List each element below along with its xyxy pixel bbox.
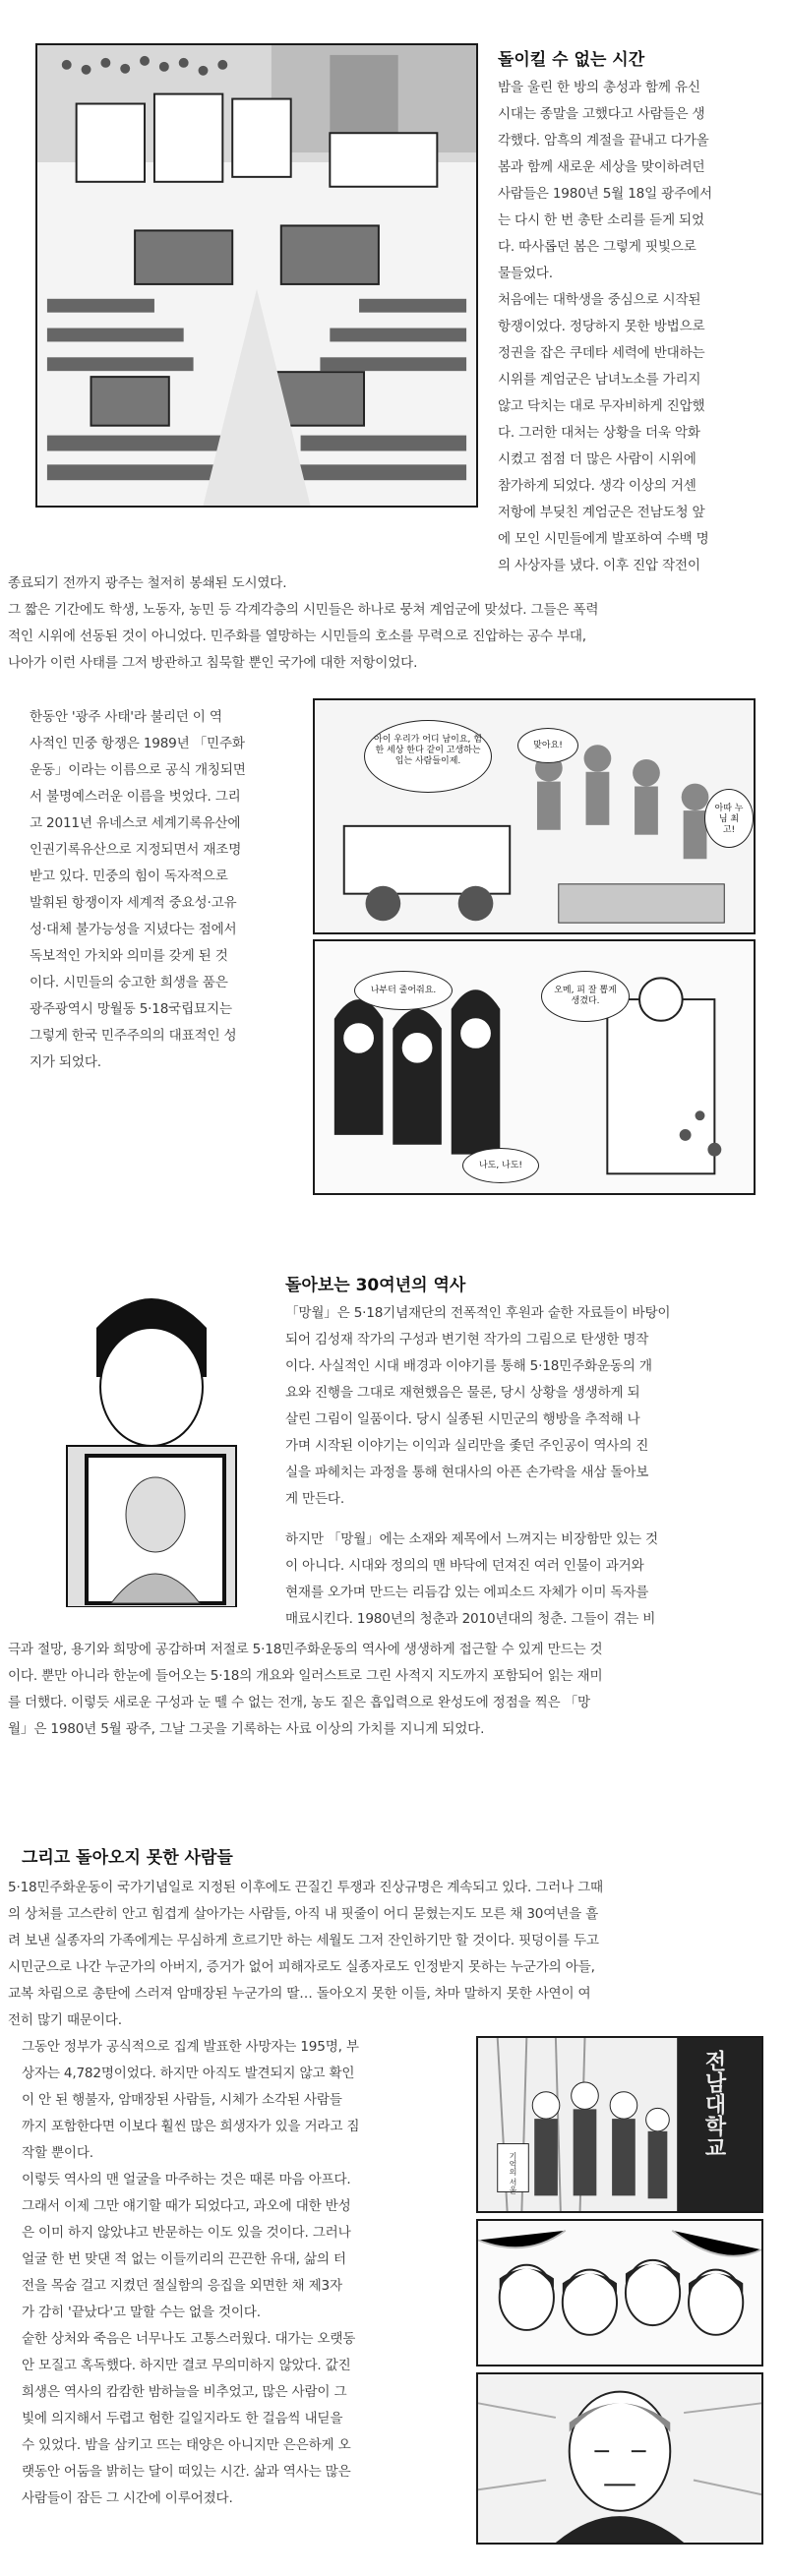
text-line: 운동」이라는 이름으로 공식 개칭되면 <box>30 762 246 778</box>
text-line: 한동안 '광주 사태'라 불리던 이 역 <box>30 709 222 725</box>
text-line: 수 있었다. 밤을 삼키고 뜨는 태양은 아니지만 은은하게 오 <box>22 2437 351 2453</box>
text-line: 시위를 계엄군은 남녀노소를 가리지 <box>498 372 701 388</box>
text-line: 광주광역시 망월동 5·18국립묘지는 <box>30 1001 232 1017</box>
text-line: 종료되기 전까지 광주는 철저히 봉쇄된 도시였다. <box>8 575 287 591</box>
text-line: 적인 시위에 선동된 것이 아니었다. 민주화를 열망하는 시민들의 호소를 무력으로 진압하는 공수 부대, <box>8 629 586 644</box>
text-line: 가며 시작된 이야기는 이익과 실리만을 좇던 주인공이 역사의 진 <box>285 1438 649 1454</box>
text-line: 려 보낸 실종자의 가족에게는 무심하게 흐르기만 하는 세월도 그저 잔인하기만 할 것이다. 핏덩이를 두고 <box>8 1933 599 1948</box>
text-line: 안 모질고 혹독했다. 하지만 결코 무의미하지 않았다. 값진 <box>22 2358 351 2373</box>
wreath-label: 기억의 서울 <box>509 2152 517 2194</box>
section4-side-text <box>22 2034 470 2512</box>
family-faces-panel <box>476 2219 763 2366</box>
text-line: 숱한 상처와 죽음은 너무나도 고통스러웠다. 대가는 오랫동 <box>22 2331 356 2347</box>
blood-donation-panel <box>313 939 756 1195</box>
text-line: 이렇듯 역사의 맨 얼굴을 마주하는 것은 때론 마음 아프다. <box>22 2172 351 2187</box>
section1-full-text <box>8 570 775 677</box>
text-line: 극과 절망, 용기와 희망에 공감하며 저절로 5·18민주화운동의 역사에 생생하게 접근할 수 있게 만드는 것 <box>8 1642 603 1657</box>
text-line: 시민군으로 나간 누군가의 아버지, 증거가 없어 피해자로도 실종자로도 인정받지 못하는 누군가의 아들, <box>8 1959 595 1975</box>
text-line: 이다. 뿐만 아니라 한눈에 들어오는 5·18의 개요와 일러스트로 그린 사적지 지도까지 포함되어 읽는 재미 <box>8 1668 603 1684</box>
text-line: 정권을 잡은 쿠데타 세력에 반대하는 <box>498 345 705 361</box>
text-line: 상자는 4,782명이었다. 하지만 아직도 발견되지 않고 확인 <box>22 2066 355 2081</box>
text-line: 이 아니다. 시대와 정의의 맨 바닥에 던져진 여러 인물이 과거와 <box>285 1558 644 1574</box>
text-line: 사적인 민중 항쟁은 1989년 「민주화 <box>30 736 245 751</box>
text-line: 시켰고 점점 더 많은 사람이 시위에 <box>498 451 696 467</box>
boy-holding-portrait-illustration <box>37 1269 266 1607</box>
text-line: 매료시킨다. 1980년의 청춘과 2010년대의 청춘. 그들이 겪는 비 <box>285 1611 656 1627</box>
text-line: 나아가 이런 사태를 그저 방관하고 침묵할 뿐인 국가에 대한 저항이었다. <box>8 655 418 671</box>
text-line: 현재를 오가며 만드는 리듬감 있는 에피소드 자체가 이미 독자를 <box>285 1585 649 1600</box>
text-line: 얼굴 한 번 맞댄 적 없는 이들끼리의 끈끈한 유대, 삶의 터 <box>22 2251 346 2267</box>
text-line: 그동안 정부가 공식적으로 집계 발표한 사망자는 195명, 부 <box>22 2039 359 2055</box>
text-line: 성·대체 불가능성을 지녔다는 점에서 <box>30 922 237 937</box>
university-gate-panel <box>476 2036 763 2213</box>
text-line: 의 사상자를 냈다. 이후 진압 작전이 <box>498 558 700 573</box>
text-line: 가 감히 '끝났다'고 말할 수는 없을 것이다. <box>22 2305 261 2320</box>
speech-bubble: 나부터 줄어줘요. <box>354 971 453 1010</box>
text-line: 봄과 함께 새로운 세상을 맞이하려던 <box>498 159 705 175</box>
text-line: 까지 포함한다면 이보다 훨씬 많은 희생자가 있을 거라고 짐 <box>22 2119 360 2134</box>
text-line: 이다. 사실적인 시대 배경과 이야기를 통해 5·18민주화운동의 개 <box>285 1358 652 1374</box>
text-line: 5·18민주화운동이 국가기념일로 지정된 이후에도 끈질긴 투쟁과 진상규명은 계속되고 있다. 그러나 그때 <box>8 1880 603 1895</box>
text-line: 고 2011년 유네스코 세계기록유산에 <box>30 815 241 831</box>
section3-full-text <box>8 1637 775 1743</box>
text-line: 요와 진행을 그대로 재현했음은 물론, 당시 상황을 생생하게 되 <box>285 1385 640 1401</box>
text-line: 전을 목숨 걸고 지켰던 절실함의 응집을 외면한 채 제3자 <box>22 2278 342 2294</box>
text-line: 를 더했다. 이렇듯 새로운 구성과 눈 뗄 수 없는 전개, 농도 짙은 흡입력으로 완성도에 정점을 찍은 「망 <box>8 1695 590 1710</box>
text-line: 저항에 부딪친 계엄군은 전남도청 앞 <box>498 505 705 520</box>
text-line: 않고 닥치는 대로 무자비하게 진압했 <box>498 398 705 414</box>
text-line: 인권기록유산으로 지정되면서 재조명 <box>30 842 242 858</box>
text-line: 밤을 울린 한 방의 총성과 함께 유신 <box>498 80 700 95</box>
text-line: 서 불명예스러운 이름을 벗었다. 그리 <box>30 789 241 805</box>
text-line: 다. 따사롭던 봄은 그렇게 핏빛으로 <box>498 239 696 255</box>
text-line: 희생은 역사의 캄캄한 밤하늘을 비추었고, 많은 사람이 그 <box>22 2384 347 2400</box>
text-line: 이 안 된 행불자, 암매장된 사람들, 시체가 소각된 사람들 <box>22 2092 342 2108</box>
text-line: 실을 파헤치는 과정을 통해 현대사의 아픈 손가락을 새삼 돌아보 <box>285 1465 649 1480</box>
section1-title: 돌이킬 수 없는 시간 <box>498 50 645 70</box>
text-line: 랫동안 어둠을 밝히는 달이 떠있는 시간. 삶과 역사는 많은 <box>22 2464 351 2480</box>
text-line: 시대는 종말을 고했다고 사람들은 생 <box>498 106 705 122</box>
text-line: 전히 많기 때문이다. <box>8 2012 122 2028</box>
speech-bubble: 나도, 나도! <box>462 1148 539 1183</box>
text-line: 독보적인 가치와 의미를 갖게 된 것 <box>30 948 228 964</box>
section4-full-text <box>8 1875 775 2034</box>
text-line: 살린 그림이 일품이다. 당시 실종된 시민군의 행방을 추적해 나 <box>285 1411 640 1427</box>
text-line: 그래서 이제 그만 얘기할 때가 되었다고, 과오에 대한 반성 <box>22 2198 351 2214</box>
speech-bubble: 오메, 피 잘 뽑게 생겼다. <box>541 971 630 1022</box>
text-line: 참가하게 되었다. 생각 이상의 거센 <box>498 478 696 494</box>
truck-crowd-panel <box>313 698 756 934</box>
text-line: 빛에 의지해서 두렵고 험한 길일지라도 한 걸음씩 내딛을 <box>22 2411 343 2426</box>
speech-bubble: 아따 누님 최고! <box>704 789 754 848</box>
text-line: 처음에는 대학생을 중심으로 시작된 <box>498 292 701 308</box>
text-line: 지가 되었다. <box>30 1054 101 1070</box>
section1-side-text <box>498 75 763 579</box>
text-line: 발휘된 항쟁이자 세계적 중요성·고유 <box>30 895 237 911</box>
school-sign: 전남대학교 <box>701 2050 726 2158</box>
text-line: 은 이미 하지 않았냐고 반문하는 이도 있을 것이다. 그러나 <box>22 2225 351 2241</box>
text-line: 에 모인 시민들에게 발포하여 수백 명 <box>498 531 709 547</box>
text-line: 작할 뿐이다. <box>22 2145 93 2161</box>
speech-bubble: 맞아요! <box>517 728 578 763</box>
speech-bubble: 아이 우리가 어디 남이요, 험한 세상 한다 같이 고생하는 입는 사람들이제. <box>364 720 492 793</box>
text-line: 월」은 1980년 5월 광주, 그날 그곳을 기록하는 사료 이상의 가치를 지니게 되었다. <box>8 1721 485 1737</box>
text-line: 그렇게 한국 민주주의의 대표적인 성 <box>30 1028 237 1044</box>
text-line <box>285 1513 767 1527</box>
text-line: 받고 있다. 민중의 힘이 독자적으로 <box>30 869 228 884</box>
section3-side-text <box>285 1300 767 1633</box>
text-line: 각했다. 암흑의 계절을 끝내고 다가올 <box>498 133 709 149</box>
text-line: 「망월」은 5·18기념재단의 전폭적인 후원과 숱한 자료들이 바탕이 <box>285 1305 671 1321</box>
text-line: 사람들은 1980년 5월 18일 광주에서 <box>498 186 712 202</box>
text-line: 사람들이 잠든 그 시간에 이루어졌다. <box>22 2490 233 2506</box>
section2-side-text <box>30 704 295 1076</box>
text-line: 의 상처를 고스란히 안고 힘겹게 살아가는 사람들, 아직 내 핏줄이 어디 묻혔는지도 모른 채 30여년을 흘 <box>8 1906 599 1922</box>
text-line: 항쟁이었다. 정당하지 못한 방법으로 <box>498 319 705 334</box>
section3-title: 돌아보는 30여년의 역사 <box>285 1276 466 1295</box>
text-line: 이다. 시민들의 숭고한 희생을 품은 <box>30 975 228 990</box>
text-line: 게 만든다. <box>285 1491 344 1507</box>
text-line: 물들었다. <box>498 266 553 281</box>
crowd-tanks-illustration <box>35 43 478 508</box>
text-line: 하지만 「망월」에는 소재와 제목에서 느껴지는 비장함만 있는 것 <box>285 1531 658 1547</box>
text-line: 는 다시 한 번 총탄 소리를 듣게 되었 <box>498 212 704 228</box>
old-man-panel <box>476 2372 763 2545</box>
text-line: 그 짧은 기간에도 학생, 노동자, 농민 등 각계각층의 시민들은 하나로 뭉쳐 계엄군에 맞섰다. 그들은 폭력 <box>8 602 599 618</box>
section4-title: 그리고 돌아오지 못한 사람들 <box>22 1848 233 1868</box>
text-line: 다. 그러한 대처는 상황을 더욱 악화 <box>498 425 700 441</box>
text-line: 교복 차림으로 총탄에 스러져 암매장된 누군가의 딸… 돌아오지 못한 이들, 차마 말하지 못한 사연이 여 <box>8 1986 591 2002</box>
text-line: 되어 김성재 작가의 구성과 변기현 작가의 그림으로 탄생한 명작 <box>285 1332 649 1348</box>
